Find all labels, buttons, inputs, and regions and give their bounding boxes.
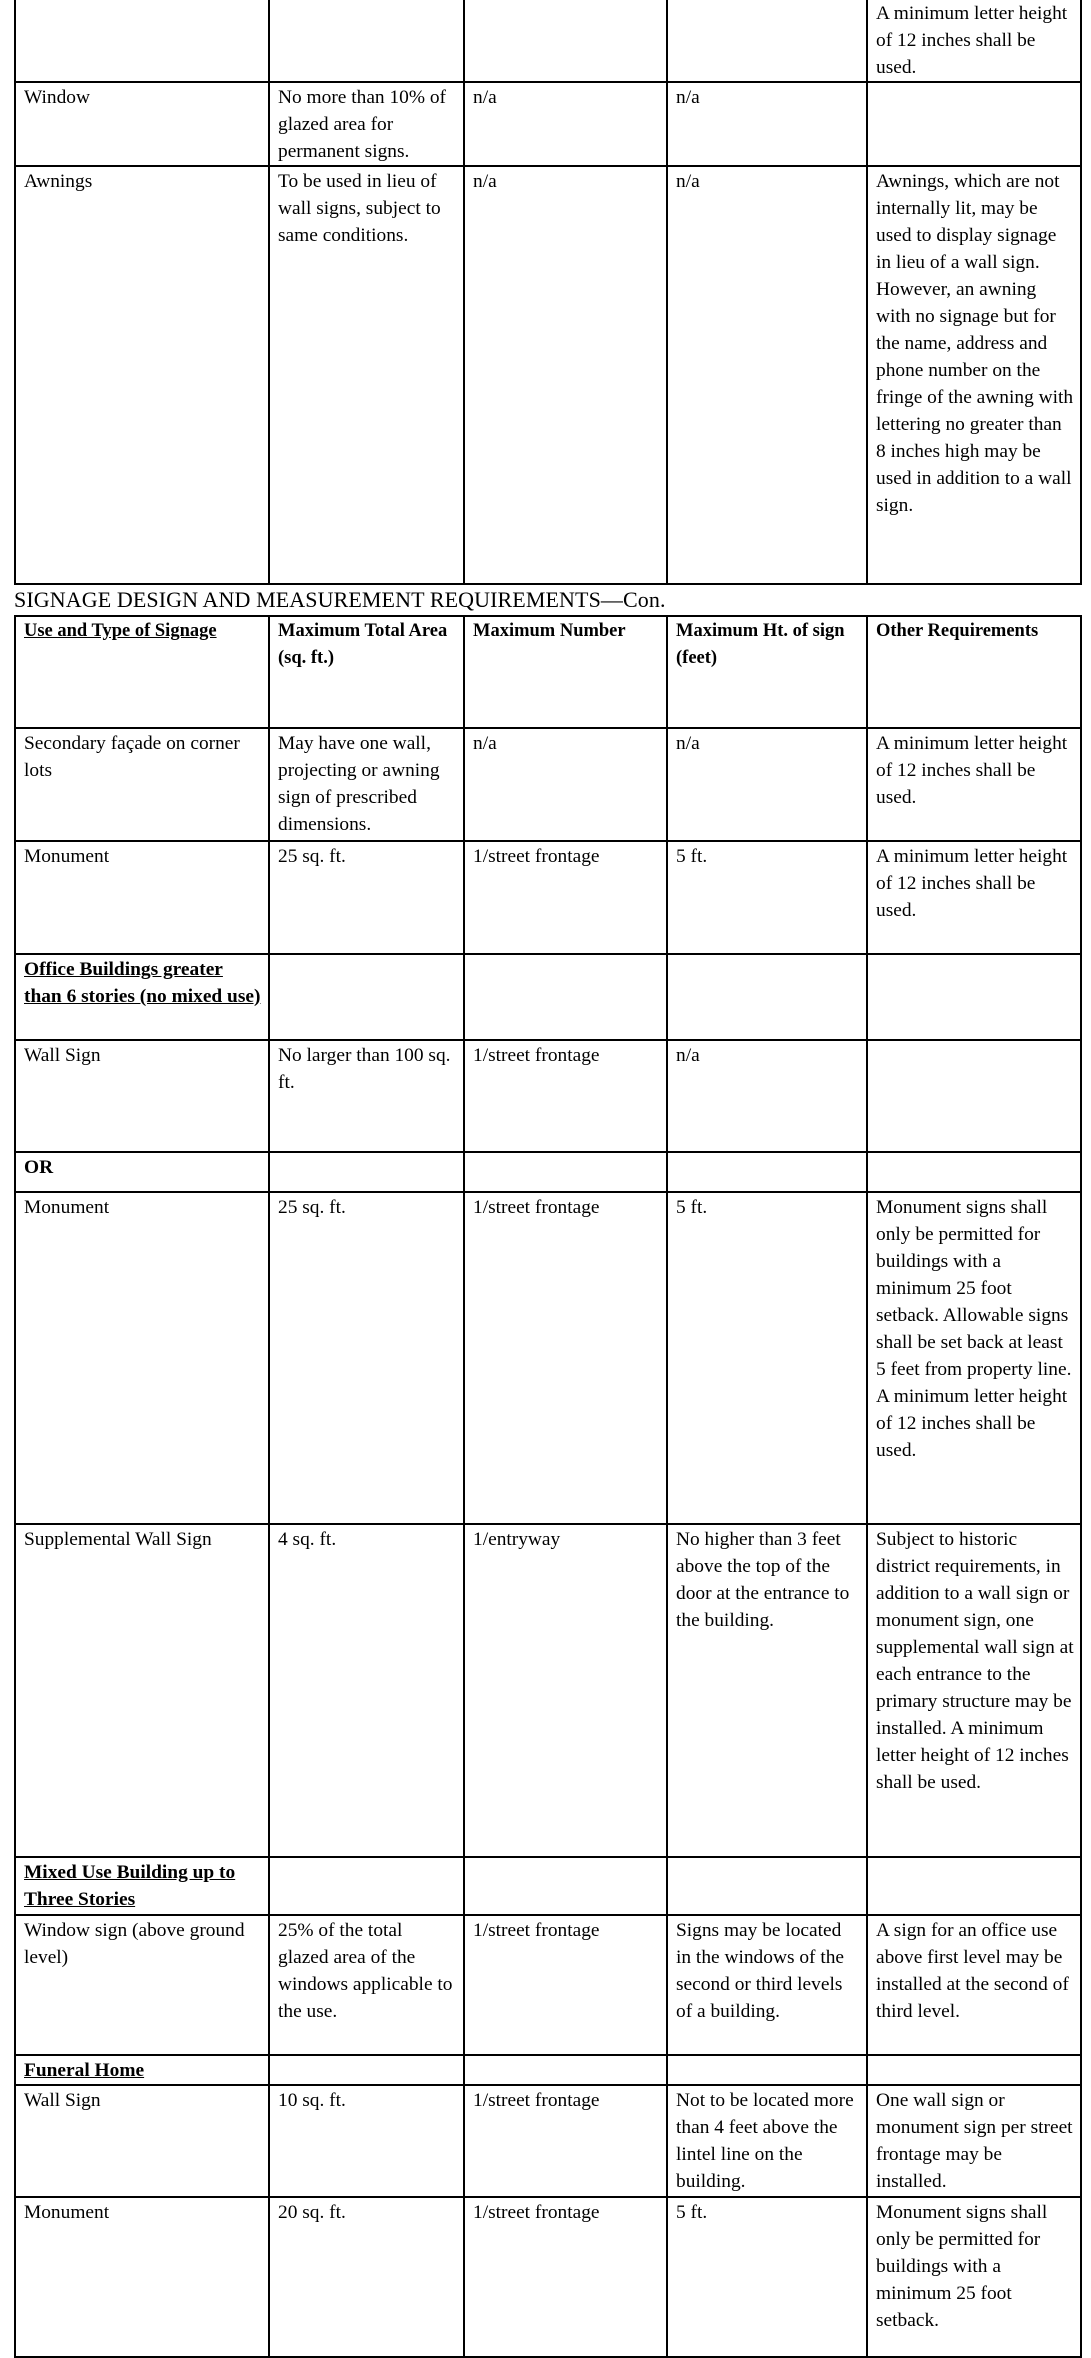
cell-number: n/a [464,166,667,584]
table-row [15,1524,1081,1857]
cell-type: Secondary façade on corner lots [15,728,269,841]
cell-number [464,0,667,82]
cell-height: n/a [667,166,867,584]
cell-other: A minimum letter height of 12 inches shall be used. [867,728,1081,841]
table-row [15,166,1081,584]
table-section-row [15,954,1081,1040]
table-section-row [15,2055,1081,2085]
table-row [15,2197,1081,2357]
cell-area [269,1152,464,1192]
cell-number: 1/street frontage [464,841,667,954]
header-max-height: Maximum Ht. of sign (feet) [667,616,867,728]
cell-other [867,1040,1081,1152]
cell-height [667,1152,867,1192]
cell-other [867,1152,1081,1192]
cell-area: 10 sq. ft. [269,2085,464,2197]
cell-type: Awnings [15,166,269,584]
cell-type: Monument [15,1192,269,1524]
cell-other: A sign for an office use above first level may be installed at the second of third level. [867,1915,1081,2055]
cell-height [667,0,867,82]
cell-number: 1/street frontage [464,2085,667,2197]
cell-type: Monument [15,2197,269,2357]
section-title: SIGNAGE DESIGN AND MEASUREMENT REQUIREMENTS—Con. [14,587,666,612]
cell-other [867,1857,1081,1915]
cell-area: To be used in lieu of wall signs, subject to same conditions. [269,166,464,584]
cell-section-heading: Mixed Use Building up to Three Stories [15,1857,269,1915]
cell-other: A minimum letter height of 12 inches shall be used. [867,841,1081,954]
cell-height: n/a [667,728,867,841]
table-row [15,841,1081,954]
cell-area [269,2055,464,2085]
cell-type: Supplemental Wall Sign [15,1524,269,1857]
cell-area: 25 sq. ft. [269,1192,464,1524]
table-header-row [15,616,1081,728]
cell-area: 4 sq. ft. [269,1524,464,1857]
cell-other [867,2055,1081,2085]
cell-area: 20 sq. ft. [269,2197,464,2357]
table-section-row [15,1857,1081,1915]
cell-height: No higher than 3 feet above the top of the door at the entrance to the building. [667,1524,867,1857]
signage-requirements-table [14,615,1082,2358]
cell-other: A minimum letter height of 12 inches shall be used. [867,0,1081,82]
cell-height: 5 ft. [667,1192,867,1524]
cell-height: Signs may be located in the windows of the second or third levels of a building. [667,1915,867,2055]
cell-area: 25% of the total glazed area of the windows applicable to the use. [269,1915,464,2055]
table-row [15,1040,1081,1152]
table-row [15,82,1081,166]
cell-other: One wall sign or monument sign per street frontage may be installed. [867,2085,1081,2197]
cell-other: Monument signs shall only be permitted for buildings with a minimum 25 foot setback. Allowable signs shall be set back at least 5 feet from property line. A minimum letter height of 12 inches shall be used. [867,1192,1081,1524]
cell-number: n/a [464,728,667,841]
header-other-requirements: Other Requirements [867,616,1081,728]
header-max-number: Maximum Number [464,616,667,728]
cell-height: n/a [667,82,867,166]
cell-type: Wall Sign [15,1040,269,1152]
document-page [14,0,1080,2358]
cell-area: 25 sq. ft. [269,841,464,954]
cell-type: Monument [15,841,269,954]
cell-other: Awnings, which are not internally lit, may be used to display signage in lieu of a wall sign. However, an awning with no signage but for the name, address and phone number on the fringe of the awning with lettering no greater than 8 inches high may be used in addition to a wall sign. [867,166,1081,584]
cell-section-heading: Funeral Home [15,2055,269,2085]
cell-height [667,2055,867,2085]
cell-height: n/a [667,1040,867,1152]
cell-number: 1/street frontage [464,1915,667,2055]
cell-height: Not to be located more than 4 feet above the lintel line on the building. [667,2085,867,2197]
cell-other: Subject to historic district requirements, in addition to a wall sign or monument sign, one supplemental wall sign at each entrance to the primary structure may be installed. A minimum letter height of 12 inches shall be used. [867,1524,1081,1857]
cell-area [269,954,464,1040]
cell-type: Wall Sign [15,2085,269,2197]
table-row [15,728,1081,841]
header-max-area: Maximum Total Area (sq. ft.) [269,616,464,728]
cell-number: 1/street frontage [464,2197,667,2357]
cell-other [867,954,1081,1040]
cell-number [464,2055,667,2085]
table-row [15,2085,1081,2197]
table-row [15,0,1081,82]
cell-height: 5 ft. [667,841,867,954]
cell-type: Window [15,82,269,166]
cell-area: No more than 10% of glazed area for permanent signs. [269,82,464,166]
top-signage-table [14,0,1082,585]
cell-number: 1/entryway [464,1524,667,1857]
cell-number [464,954,667,1040]
cell-height [667,1857,867,1915]
cell-area: No larger than 100 sq. ft. [269,1040,464,1152]
cell-type: Window sign (above ground level) [15,1915,269,2055]
cell-number: 1/street frontage [464,1192,667,1524]
table-row [15,1915,1081,2055]
cell-or: OR [15,1152,269,1192]
cell-number: n/a [464,82,667,166]
cell-area: May have one wall, projecting or awning sign of prescribed dimensions. [269,728,464,841]
table-row [15,1192,1081,1524]
cell-height [667,954,867,1040]
cell-other: Monument signs shall only be permitted for buildings with a minimum 25 foot setback. [867,2197,1081,2357]
cell-other [867,82,1081,166]
cell-section-heading: Office Buildings greater than 6 stories (no mixed use) [15,954,269,1040]
cell-area [269,0,464,82]
cell-height: 5 ft. [667,2197,867,2357]
cell-number [464,1152,667,1192]
cell-number [464,1857,667,1915]
cell-type [15,0,269,82]
cell-number: 1/street frontage [464,1040,667,1152]
table-row [15,1152,1081,1192]
cell-area [269,1857,464,1915]
header-use-type: Use and Type of Signage [15,616,269,728]
